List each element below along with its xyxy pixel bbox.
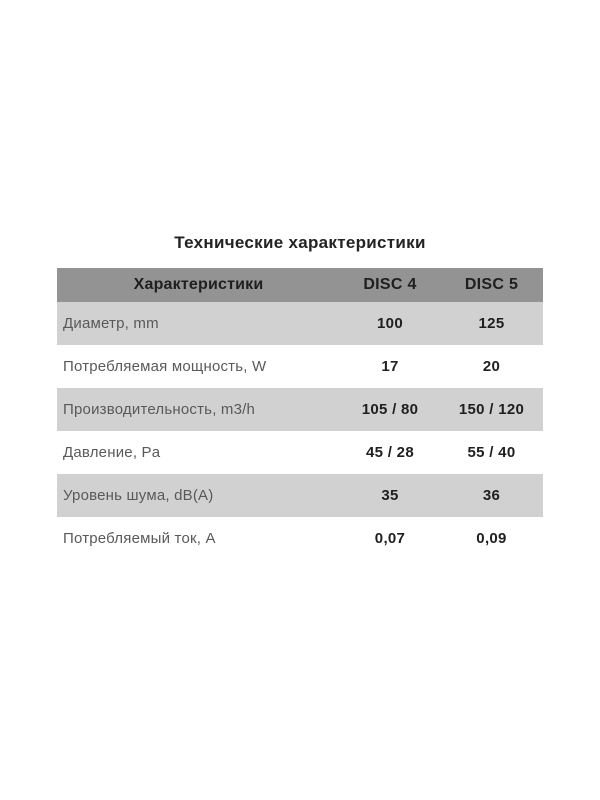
row-label: Давление, Pa [63,444,161,461]
row-label: Диаметр, mm [63,315,159,332]
table-row [57,517,543,560]
row-value-disc4: 45 / 28 [366,444,414,461]
row-value-disc5: 55 / 40 [467,444,516,461]
table-row [57,474,543,517]
row-value-disc5: 150 / 120 [458,401,525,418]
row-label: Потребляемая мощность, W [63,358,267,375]
header-cell-characteristics: Характеристики [133,276,264,293]
table-row [57,345,543,388]
row-value-disc5: 0,09 [476,530,507,547]
row-label: Потребляемый ток, А [63,530,216,547]
row-value-disc4: 105 / 80 [361,401,419,418]
row-value-disc5: 36 [482,487,501,504]
table-header-row [57,268,543,302]
row-value-disc4: 100 [377,315,403,332]
header-cell-disc5: DISC 5 [464,276,519,293]
header-cell-disc4: DISC 4 [363,276,417,293]
row-value-disc5: 125 [478,315,505,332]
row-value-disc4: 17 [381,358,399,375]
spec-table [57,268,543,560]
row-value-disc4: 0,07 [374,530,406,547]
table-row [57,302,543,345]
row-label: Уровень шума, dB(A) [63,487,214,504]
row-label: Производительность, m3/h [63,401,256,418]
row-value-disc4: 35 [381,487,399,504]
table-row [57,431,543,474]
table-row [57,388,543,431]
row-value-disc5: 20 [482,358,501,375]
page-title: Технические характеристики [174,233,426,252]
